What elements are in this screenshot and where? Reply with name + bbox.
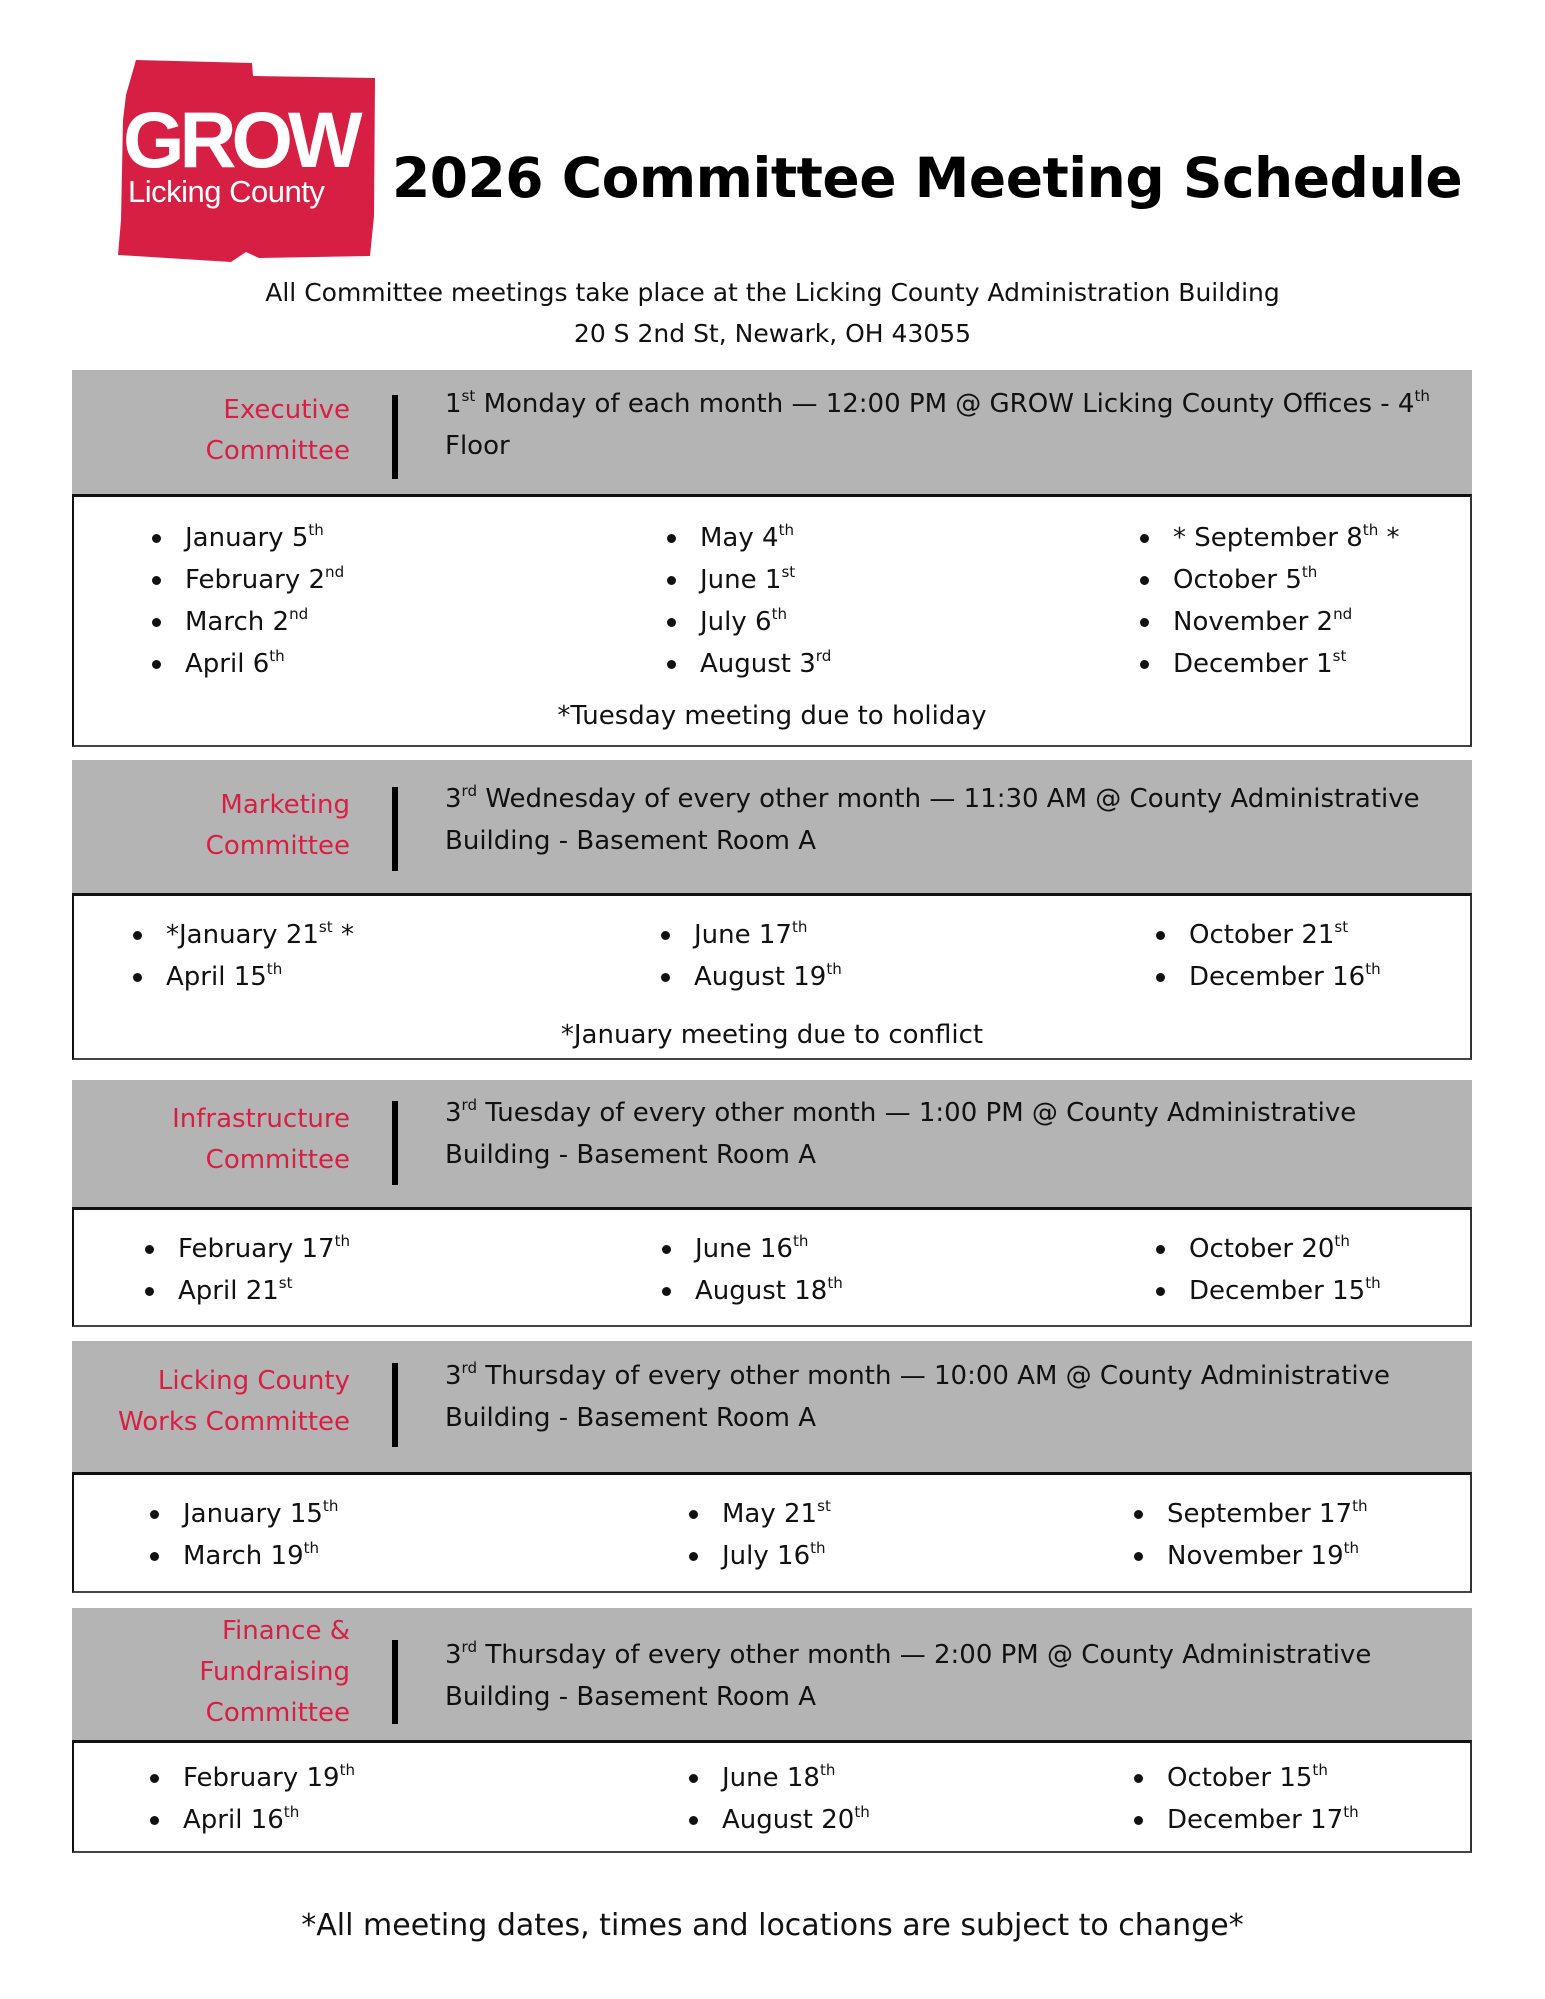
committee-header-band [72, 760, 1472, 893]
committee-section [72, 1341, 1472, 1593]
dates-column [1138, 517, 1400, 685]
vertical-divider [392, 395, 398, 479]
subtitle-line-2: 20 S 2nd St, Newark, OH 43055 [573, 319, 972, 348]
meeting-dates-box [72, 1207, 1472, 1327]
dates-column [150, 517, 344, 685]
schedule-note: *Tuesday meeting due to holiday [557, 701, 987, 731]
dates-column [143, 1228, 350, 1312]
meeting-date: April 21st [143, 1270, 350, 1312]
meeting-date: April 16th [148, 1799, 355, 1841]
logo-sub-text: Licking County [128, 174, 325, 209]
dates-column [1154, 1228, 1381, 1312]
meeting-schedule-description: 3rd Wednesday of every other month — 11:30 AM @ County Administrative Building - Basement Room A [445, 781, 1420, 856]
meeting-date: February 19th [148, 1757, 355, 1799]
committee-section [72, 370, 1472, 747]
vertical-divider [392, 1101, 398, 1185]
committee-name-line: Committee [205, 1698, 350, 1728]
meeting-date: September 17th [1132, 1493, 1368, 1535]
meeting-date: February 2nd [150, 559, 344, 601]
vertical-divider [392, 1640, 398, 1724]
meeting-date: December 16th [1154, 956, 1381, 998]
committee-name-line: Marketing [220, 790, 350, 820]
meeting-date: October 20th [1154, 1228, 1381, 1270]
meeting-date: October 21st [1154, 914, 1381, 956]
committee-name-line: Executive [223, 395, 350, 425]
meeting-schedule-description: 1st Monday of each month — 12:00 PM @ GROW Licking County Offices - 4th Floor [445, 386, 1430, 461]
meeting-date: December 15th [1154, 1270, 1381, 1312]
dates-column [687, 1757, 870, 1841]
dates-column [148, 1757, 355, 1841]
committee-name-line: Committee [205, 1145, 350, 1175]
dates-column [665, 517, 831, 685]
committee-name-line: Committee [205, 436, 350, 466]
committee-name [206, 785, 350, 867]
meeting-date: July 6th [665, 601, 831, 643]
meeting-date: April 15th [131, 956, 354, 998]
vertical-divider [392, 1363, 398, 1447]
meeting-date: November 2nd [1138, 601, 1400, 643]
committee-header-band [72, 370, 1472, 494]
dates-column [659, 914, 842, 998]
committee-name-line: Infrastructure [172, 1104, 350, 1134]
meeting-date: February 17th [143, 1228, 350, 1270]
meeting-date: December 17th [1132, 1799, 1359, 1841]
committee-section [72, 1608, 1472, 1853]
meeting-date: August 20th [687, 1799, 870, 1841]
meeting-date: June 1st [665, 559, 831, 601]
committee-header-band [72, 1080, 1472, 1207]
location-subtitle [0, 272, 1545, 354]
meeting-date: October 15th [1132, 1757, 1359, 1799]
dates-column [1132, 1757, 1359, 1841]
meeting-dates-box [72, 494, 1472, 747]
meeting-date: January 5th [150, 517, 344, 559]
committee-name-line: Finance & [221, 1616, 350, 1646]
committee-section [72, 1080, 1472, 1327]
meeting-date: October 5th [1138, 559, 1400, 601]
committee-name-line: Works Committee [118, 1407, 350, 1437]
subtitle-line-1: All Committee meetings take place at the Licking County Administration Building [265, 278, 1280, 307]
meeting-date: July 16th [687, 1535, 831, 1577]
schedule-note: *January meeting due to conflict [560, 1020, 984, 1050]
committee-name [118, 1361, 350, 1443]
dates-column [1154, 914, 1381, 998]
meeting-date: June 18th [687, 1757, 870, 1799]
meeting-date: June 17th [659, 914, 842, 956]
meeting-date: *January 21st * [131, 914, 354, 956]
meeting-date: April 6th [150, 643, 344, 685]
committee-name-line: Licking County [157, 1366, 350, 1396]
vertical-divider [392, 787, 398, 871]
meeting-dates-box [72, 1740, 1472, 1853]
meeting-schedule-description: 3rd Thursday of every other month — 2:00 PM @ County Administrative Building - Basement Room A [445, 1637, 1372, 1712]
meeting-dates-box [72, 1472, 1472, 1593]
meeting-date: March 19th [148, 1535, 338, 1577]
dates-column [131, 914, 354, 998]
meeting-date: May 21st [687, 1493, 831, 1535]
meeting-schedule-description: 3rd Tuesday of every other month — 1:00 PM @ County Administrative Building - Basement Room A [445, 1095, 1357, 1170]
meeting-date: * September 8th * [1138, 517, 1400, 559]
page-title: 2026 Committee Meeting Schedule [392, 146, 1463, 210]
meeting-date: November 19th [1132, 1535, 1368, 1577]
dates-column [148, 1493, 338, 1577]
committee-name [206, 390, 350, 472]
committee-header-band [72, 1608, 1472, 1740]
meeting-date: January 15th [148, 1493, 338, 1535]
meeting-date: May 4th [665, 517, 831, 559]
committee-header-band [72, 1341, 1472, 1472]
committee-name [199, 1611, 350, 1734]
meeting-schedule-description: 3rd Thursday of every other month — 10:00 AM @ County Administrative Building - Basement Room A [445, 1358, 1391, 1433]
meeting-date: December 1st [1138, 643, 1400, 685]
logo-brand-text: GROW [123, 95, 358, 184]
committee-section [72, 760, 1472, 1060]
meeting-date: August 3rd [665, 643, 831, 685]
meeting-date: June 16th [660, 1228, 843, 1270]
dates-column [660, 1228, 843, 1312]
committee-name-line: Committee [205, 831, 350, 861]
meeting-date: March 2nd [150, 601, 344, 643]
meeting-date: August 19th [659, 956, 842, 998]
dates-column [687, 1493, 831, 1577]
grow-licking-county-logo [118, 60, 378, 266]
committee-name-line: Fundraising [199, 1657, 350, 1687]
dates-column [1132, 1493, 1368, 1577]
meeting-dates-box [72, 893, 1472, 1060]
footer-disclaimer: *All meeting dates, times and locations are subject to change* [301, 1908, 1244, 1943]
meeting-date: August 18th [660, 1270, 843, 1312]
committee-name [172, 1099, 350, 1181]
